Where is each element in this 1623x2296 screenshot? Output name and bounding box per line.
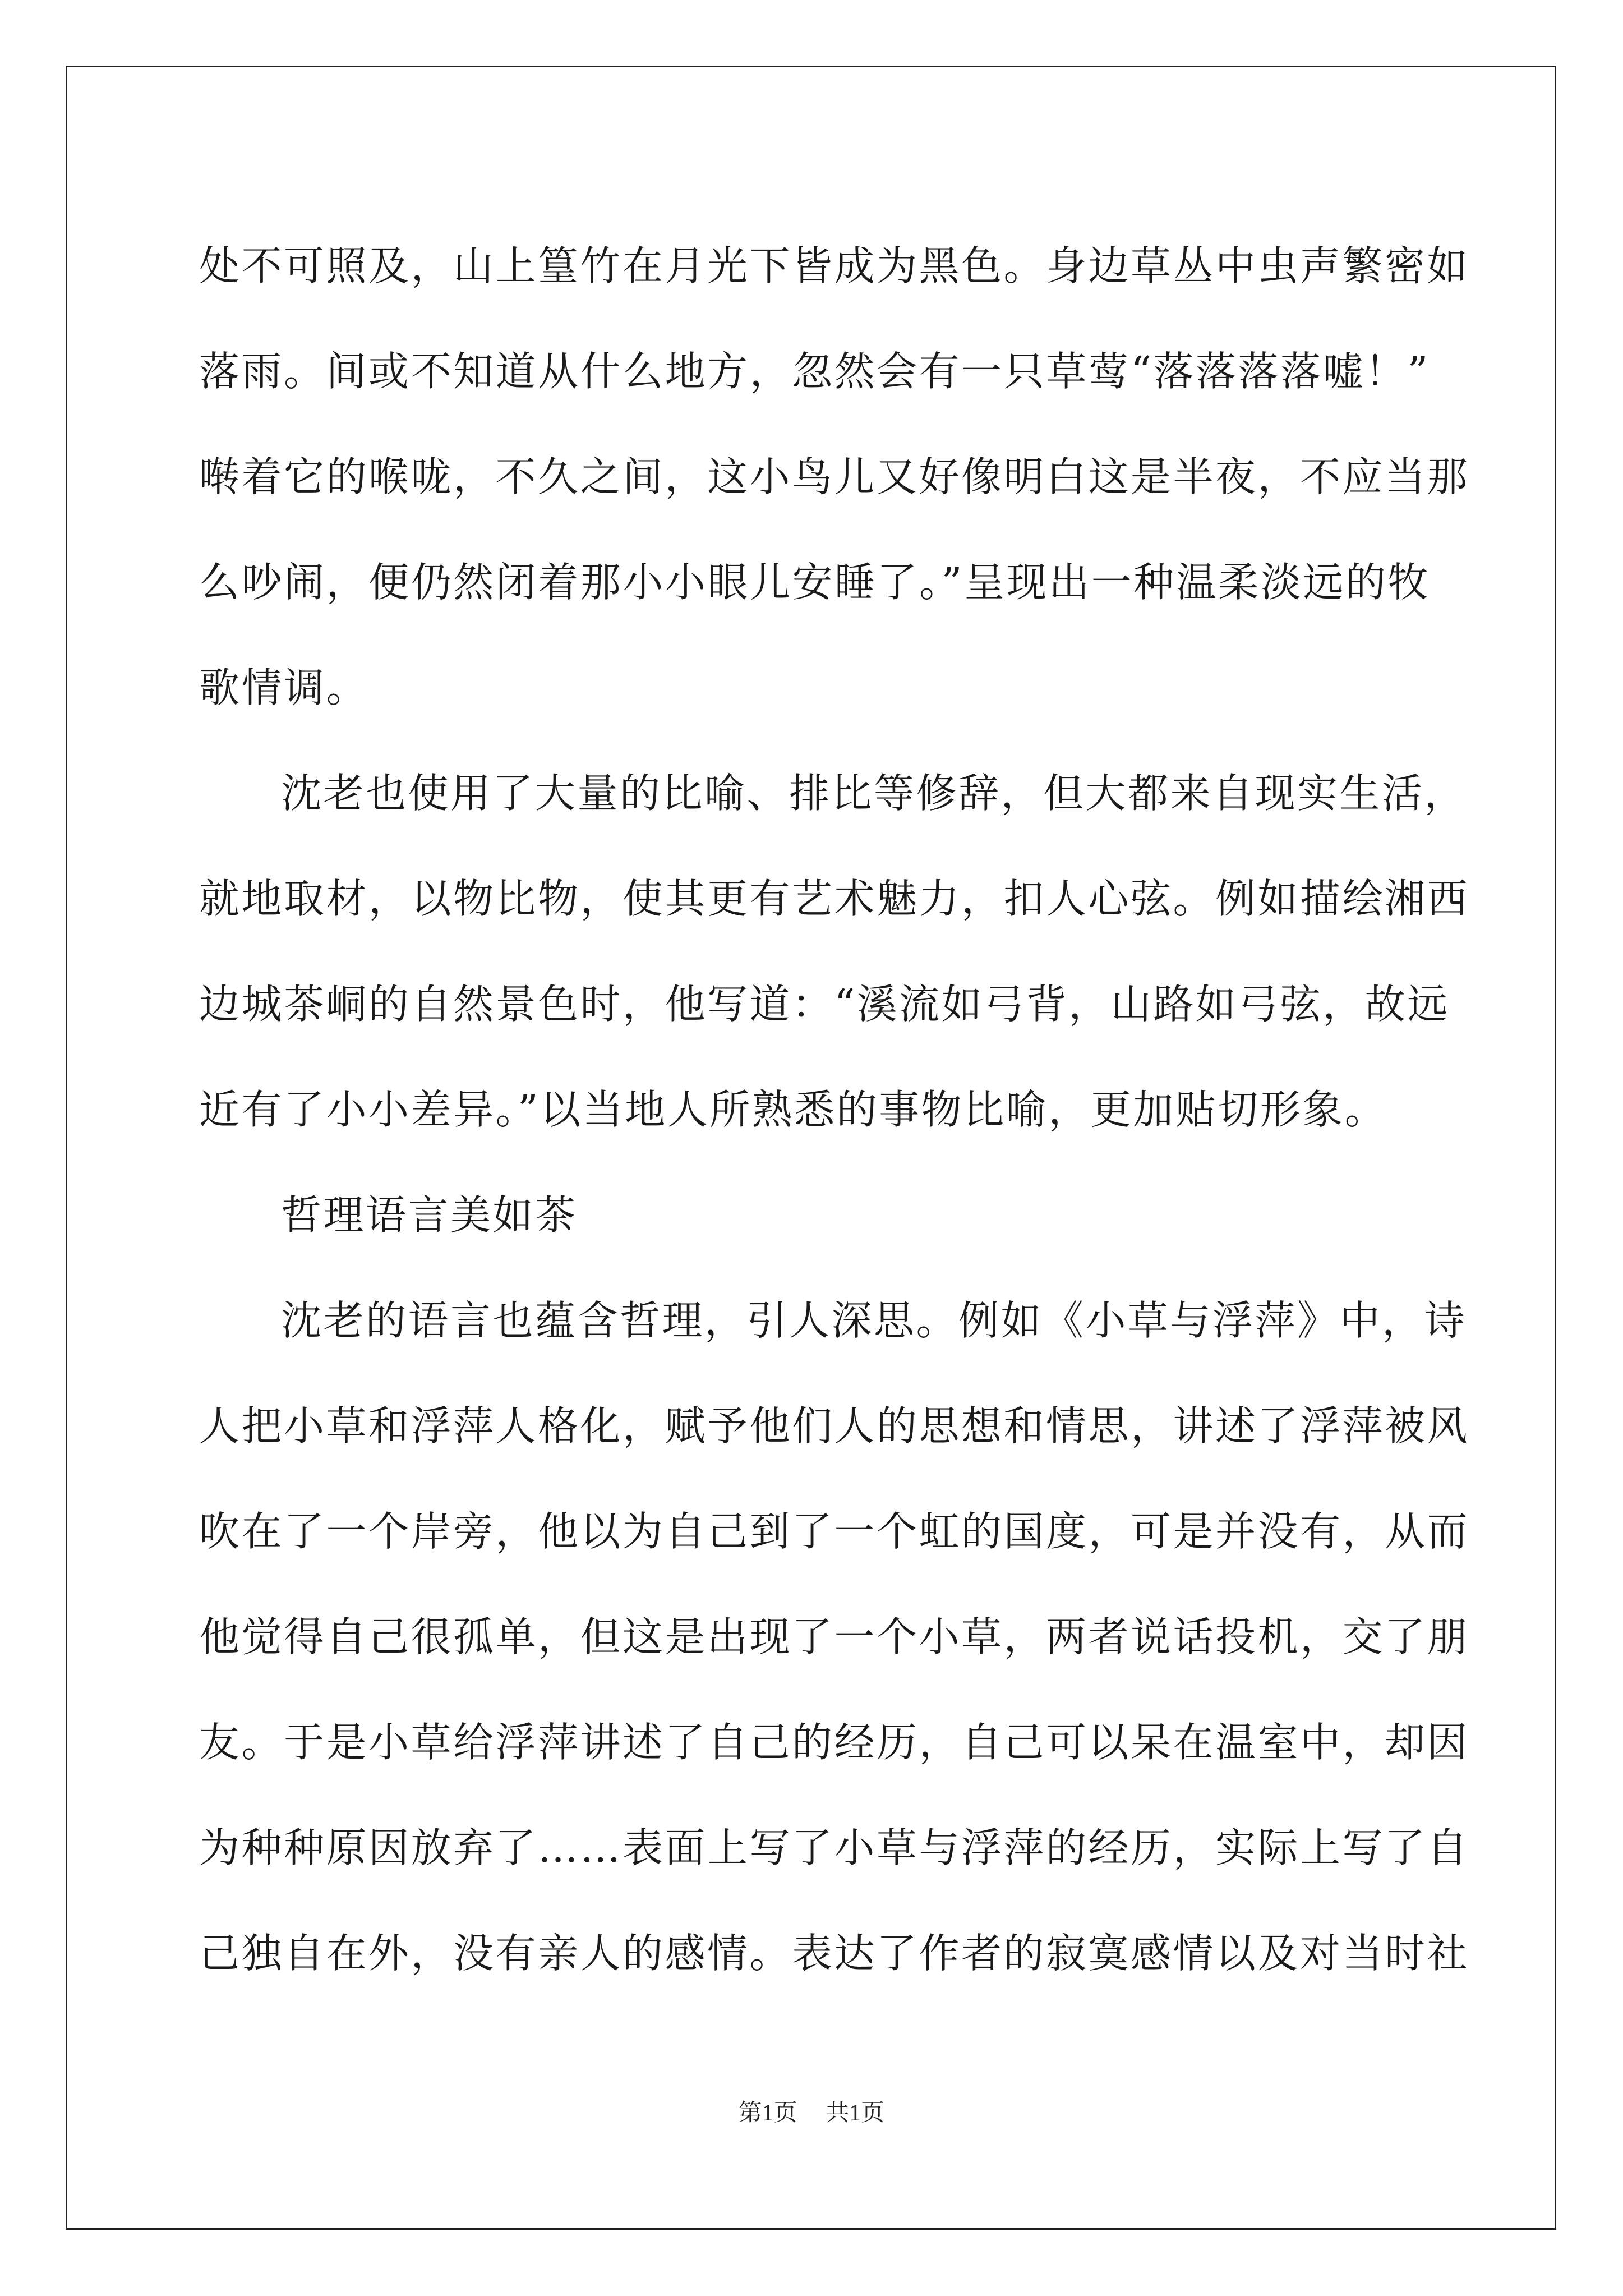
text-line: 友。于是小草给浮萍讲述了自己的经历，自己可以呆在温室中，却因: [199, 1719, 1470, 1766]
text-line: 吹在了一个岸旁，他以为自己到了一个虹的国度，可是并没有，从而: [199, 1508, 1470, 1555]
page-number: 第1页: [738, 2100, 797, 2126]
text-line: 歌情调。: [199, 664, 369, 711]
text-line: 处不可照及，山上篁竹在月光下皆成为黑色。身边草丛中虫声繁密如: [199, 242, 1470, 289]
text-line: 人把小草和浮萍人格化，赋予他们人的思想和情思，讲述了浮萍被风: [199, 1402, 1470, 1450]
text-line: 么吵闹，便仍然闭着那小小眼儿安睡了。”呈现出一种温柔淡远的牧: [199, 559, 1430, 606]
text-line: 他觉得自己很孤单，但这是出现了一个小草，两者说话投机，交了朋: [199, 1613, 1470, 1660]
text-line: 落雨。间或不知道从什么地方，忽然会有一只草莺“落落落落嘘！”: [199, 348, 1430, 395]
page-total: 共1页: [826, 2100, 885, 2126]
text-line: 为种种原因放弃了……表面上写了小草与浮萍的经历，实际上写了自: [199, 1824, 1470, 1871]
section-heading: 哲理语言美如茶: [281, 1191, 578, 1239]
text-line: 边城茶峒的自然景色时，他写道：“溪流如弓背，山路如弓弦，故远: [199, 981, 1450, 1028]
text-line: 啭着它的喉咙，不久之间，这小鸟儿又好像明白这是半夜，不应当那: [199, 453, 1470, 500]
document-body: [199, 213, 1470, 2006]
page-footer: [0, 2094, 1623, 2128]
text-line: 沈老的语言也蕴含哲理，引人深思。例如《小草与浮萍》中，诗: [281, 1297, 1467, 1344]
text-line: 沈老也使用了大量的比喻、排比等修辞，但大都来自现实生活，: [281, 770, 1467, 817]
text-line: 就地取材，以物比物，使其更有艺术魅力，扣人心弦。例如描绘湘西: [199, 875, 1470, 922]
text-line: 己独自在外，没有亲人的感情。表达了作者的寂寞感情以及对当时社: [199, 1930, 1470, 1977]
text-line: 近有了小小差异。”以当地人所熟悉的事物比喻，更加贴切形象。: [199, 1086, 1387, 1133]
